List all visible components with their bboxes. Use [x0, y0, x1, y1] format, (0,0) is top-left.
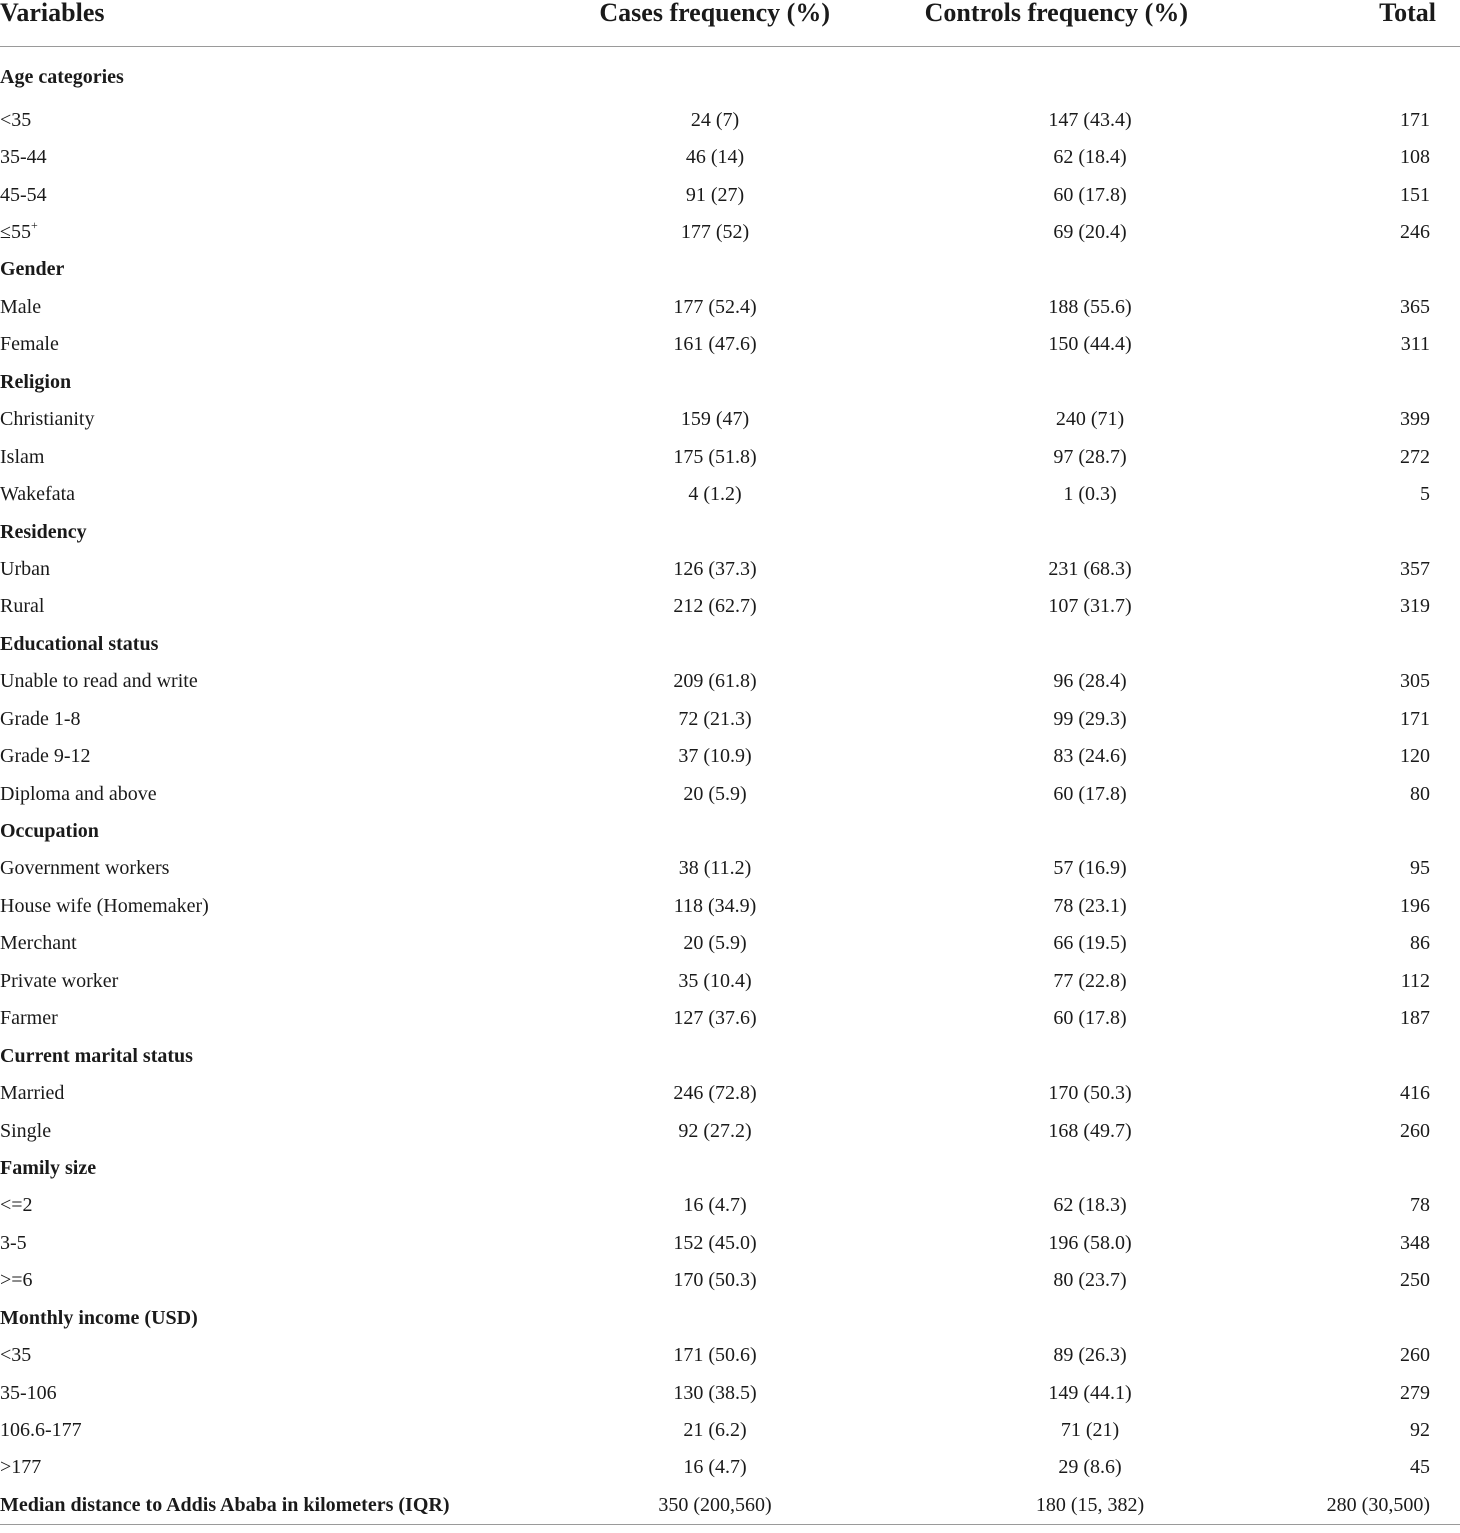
variable-label: [0, 176, 530, 213]
row-label-text: >177: [0, 1456, 42, 1479]
header-cases-frequency: Cases frequency (%): [530, 0, 900, 47]
controls-cell: 60 (17.8): [1053, 1007, 1127, 1030]
total-cell: 365: [1400, 295, 1430, 318]
controls-cell: 83 (24.6): [1053, 745, 1127, 768]
table-row: [0, 475, 1460, 512]
cases-cell: 72 (21.3): [678, 707, 752, 730]
variable-label: [0, 663, 530, 700]
table-body: [0, 47, 1460, 1525]
section-header-row: [0, 812, 1460, 849]
controls-cell: 69 (20.4): [1053, 221, 1127, 244]
row-label-text: <=2: [0, 1194, 33, 1217]
variable-label: [0, 213, 530, 250]
controls-cell: 89 (26.3): [1053, 1344, 1127, 1367]
table-row: [0, 438, 1460, 475]
controls-cell: 99 (29.3): [1053, 707, 1127, 730]
table-row: [0, 288, 1460, 325]
total-cell: [1280, 1299, 1460, 1336]
row-label-text: Private worker: [0, 969, 119, 992]
variable-label: [0, 850, 530, 887]
cases-cell: [530, 251, 900, 288]
cases-cell: [530, 363, 900, 400]
section-header-row: [0, 513, 1460, 550]
controls-cell: [900, 47, 1280, 102]
row-label-text: Male: [0, 295, 42, 318]
total-cell: 45: [1410, 1456, 1430, 1479]
controls-cell: 80 (23.7): [1053, 1269, 1127, 1292]
variable-label: [0, 475, 530, 512]
variable-label: [0, 588, 530, 625]
controls-cell: [900, 251, 1280, 288]
row-label-text: 35-44: [0, 146, 47, 169]
cases-cell: 152 (45.0): [673, 1231, 757, 1254]
total-cell: 80: [1410, 782, 1430, 805]
row-label-text: >=6: [0, 1269, 33, 1292]
cases-cell: 246 (72.8): [673, 1082, 757, 1105]
controls-cell: [900, 1037, 1280, 1074]
header-controls-frequency: Controls frequency (%): [900, 0, 1280, 47]
table-row: [0, 1112, 1460, 1149]
cases-cell: 38 (11.2): [678, 857, 752, 880]
section-label: [0, 251, 530, 288]
cases-cell: 175 (51.8): [673, 445, 757, 468]
row-label-text: Educational status: [0, 632, 159, 655]
cases-cell: 21 (6.2): [683, 1419, 747, 1442]
cases-cell: [530, 1149, 900, 1186]
cases-cell: 161 (47.6): [673, 333, 757, 356]
cases-cell: 177 (52): [680, 221, 750, 244]
controls-cell: 180 (15, 382): [900, 1486, 1280, 1524]
cases-cell: 212 (62.7): [673, 595, 757, 618]
cases-cell: 24 (7): [690, 108, 740, 131]
controls-cell: [900, 513, 1280, 550]
total-cell: [1280, 513, 1460, 550]
table-row: [0, 1187, 1460, 1224]
table-row: [0, 887, 1460, 924]
cases-cell: 159 (47): [680, 408, 750, 431]
controls-cell: 60 (17.8): [1053, 782, 1127, 805]
variable-label: [0, 138, 530, 175]
controls-cell: [900, 625, 1280, 662]
total-cell: [1280, 1037, 1460, 1074]
variable-label: [0, 1262, 530, 1299]
row-label-text: Government workers: [0, 857, 170, 880]
section-label: [0, 625, 530, 662]
table-row: [0, 962, 1460, 999]
variable-label: [0, 887, 530, 924]
table-row: [0, 1336, 1460, 1373]
variable-label: [0, 288, 530, 325]
cases-cell: 350 (200,560): [530, 1486, 900, 1524]
total-cell: 272: [1400, 445, 1430, 468]
controls-cell: 170 (50.3): [1048, 1082, 1132, 1105]
controls-cell: [900, 1299, 1280, 1336]
section-header-row: [0, 1299, 1460, 1336]
total-cell: 305: [1400, 670, 1430, 693]
section-label: [0, 812, 530, 849]
row-label-text: Wakefata: [0, 483, 75, 506]
total-cell: 95: [1410, 857, 1430, 880]
variable-label: [0, 326, 530, 363]
row-label-text: <35: [0, 1344, 32, 1367]
total-cell: [1280, 812, 1460, 849]
total-cell: 120: [1400, 745, 1430, 768]
section-label: [0, 363, 530, 400]
cases-cell: 20 (5.9): [683, 932, 747, 955]
row-label-text: Islam: [0, 445, 45, 468]
row-label-text: Residency: [0, 520, 87, 543]
row-label-text: 3-5: [0, 1231, 27, 1254]
cases-cell: 177 (52.4): [673, 295, 757, 318]
row-label-text: Married: [0, 1082, 65, 1105]
table-row: [0, 176, 1460, 213]
total-cell: 187: [1400, 1007, 1430, 1030]
controls-cell: 231 (68.3): [1048, 557, 1132, 580]
row-label-text: Farmer: [0, 1007, 58, 1030]
total-cell: 250: [1400, 1269, 1430, 1292]
variable-label: [0, 1224, 530, 1261]
controls-cell: 71 (21): [1060, 1419, 1120, 1442]
section-header-row: [0, 1149, 1460, 1186]
section-header-row: [0, 1037, 1460, 1074]
row-label-text: 45-54: [0, 183, 47, 206]
controls-cell: 196 (58.0): [1048, 1231, 1132, 1254]
total-cell: 196: [1400, 894, 1430, 917]
row-label-text: Rural: [0, 595, 45, 618]
variable-label: [0, 737, 530, 774]
cases-cell: [530, 1299, 900, 1336]
total-cell: [1280, 47, 1460, 102]
total-cell: 5: [1420, 483, 1430, 506]
cases-cell: 171 (50.6): [673, 1344, 757, 1367]
variable-label: [0, 550, 530, 587]
total-cell: 279: [1400, 1381, 1430, 1404]
total-cell: 280 (30,500): [1280, 1486, 1460, 1524]
section-label: [0, 1299, 530, 1336]
cases-cell: [530, 812, 900, 849]
variable-label: [0, 1374, 530, 1411]
row-label-superscript: +: [30, 218, 38, 233]
total-cell: [1280, 625, 1460, 662]
controls-cell: 240 (71): [1055, 408, 1125, 431]
total-cell: 78: [1410, 1194, 1430, 1217]
variable-label: [0, 775, 530, 812]
table-row: [0, 1374, 1460, 1411]
row-label-text: Merchant: [0, 932, 77, 955]
table-row: [0, 737, 1460, 774]
row-label-text: Single: [0, 1119, 52, 1142]
cases-cell: [530, 625, 900, 662]
variable-label: [0, 401, 530, 438]
cases-cell: 118 (34.9): [673, 894, 757, 917]
controls-cell: 147 (43.4): [1048, 108, 1132, 131]
controls-cell: 1 (0.3): [1063, 483, 1117, 506]
row-label-text: Family size: [0, 1156, 97, 1179]
row-label-text: ≤55: [0, 221, 31, 244]
cases-cell: 16 (4.7): [683, 1194, 747, 1217]
cases-cell: 92 (27.2): [678, 1119, 752, 1142]
table-row: [0, 1074, 1460, 1111]
cases-cell: 16 (4.7): [683, 1456, 747, 1479]
header-total: Total: [1280, 0, 1460, 47]
cases-cell: 37 (10.9): [678, 745, 752, 768]
cases-cell: 126 (37.3): [673, 557, 757, 580]
cases-cell: [530, 1037, 900, 1074]
row-label-text: Unable to read and write: [0, 670, 198, 693]
total-cell: 108: [1400, 146, 1430, 169]
total-cell: [1280, 1149, 1460, 1186]
summary-row: [0, 1486, 1460, 1524]
table-row: [0, 401, 1460, 438]
variable-label: [0, 1187, 530, 1224]
section-label: [0, 1037, 530, 1074]
cases-cell: 35 (10.4): [678, 969, 752, 992]
total-cell: 311: [1400, 333, 1430, 356]
table-row: [0, 700, 1460, 737]
total-cell: 348: [1400, 1231, 1430, 1254]
total-cell: 260: [1400, 1344, 1430, 1367]
row-label-text: Grade 9-12: [0, 745, 91, 768]
table-row: [0, 850, 1460, 887]
row-label-text: House wife (Homemaker): [0, 894, 209, 917]
variable-label: [0, 1336, 530, 1373]
row-label-text: Gender: [0, 258, 65, 281]
variable-label: [0, 1486, 530, 1524]
row-label-text: <35: [0, 108, 32, 131]
controls-cell: [900, 363, 1280, 400]
row-label-text: Grade 1-8: [0, 707, 81, 730]
table-row: [0, 101, 1460, 138]
total-cell: 171: [1400, 707, 1430, 730]
total-cell: 399: [1400, 408, 1430, 431]
row-label-text: Religion: [0, 370, 72, 393]
header-row: [0, 0, 1460, 47]
table-row: [0, 1224, 1460, 1261]
total-cell: 357: [1400, 557, 1430, 580]
total-cell: 112: [1400, 969, 1430, 992]
controls-cell: 29 (8.6): [1058, 1456, 1122, 1479]
controls-cell: 77 (22.8): [1053, 969, 1127, 992]
controls-cell: 150 (44.4): [1048, 333, 1132, 356]
controls-cell: 60 (17.8): [1053, 183, 1127, 206]
variable-label: [0, 438, 530, 475]
controls-cell: 96 (28.4): [1053, 670, 1127, 693]
header-variables: Variables: [0, 0, 530, 47]
total-cell: 416: [1400, 1082, 1430, 1105]
controls-cell: 62 (18.3): [1053, 1194, 1127, 1217]
controls-cell: [900, 1149, 1280, 1186]
row-label-text: Christianity: [0, 408, 95, 431]
variable-label: [0, 962, 530, 999]
row-label-text: Diploma and above: [0, 782, 157, 805]
variable-label: [0, 925, 530, 962]
total-cell: 92: [1410, 1419, 1430, 1442]
section-header-row: [0, 363, 1460, 400]
controls-cell: 57 (16.9): [1053, 857, 1127, 880]
controls-cell: [900, 812, 1280, 849]
table-row: [0, 775, 1460, 812]
variable-label: [0, 101, 530, 138]
table-row: [0, 663, 1460, 700]
section-header-row: [0, 251, 1460, 288]
row-label-text: Occupation: [0, 820, 99, 843]
section-label: [0, 1149, 530, 1186]
cases-cell: 46 (14): [685, 146, 745, 169]
table-row: [0, 925, 1460, 962]
row-label-text: Monthly income (USD): [0, 1306, 198, 1329]
table-row: [0, 1262, 1460, 1299]
table-row: [0, 550, 1460, 587]
total-cell: 260: [1400, 1119, 1430, 1142]
total-cell: 319: [1400, 595, 1430, 618]
controls-cell: 107 (31.7): [1048, 595, 1132, 618]
total-cell: 171: [1400, 108, 1430, 131]
row-label-text: Age categories: [0, 66, 124, 88]
total-cell: 151: [1400, 183, 1430, 206]
controls-cell: 149 (44.1): [1048, 1381, 1132, 1404]
variable-label: [0, 1449, 530, 1486]
variable-label: [0, 700, 530, 737]
table-row: [0, 213, 1460, 250]
controls-cell: 188 (55.6): [1048, 295, 1132, 318]
controls-cell: 78 (23.1): [1053, 894, 1127, 917]
table-row: [0, 326, 1460, 363]
cases-cell: 130 (38.5): [673, 1381, 757, 1404]
controls-cell: 97 (28.7): [1053, 445, 1127, 468]
total-cell: 246: [1400, 221, 1430, 244]
cases-cell: 91 (27): [685, 183, 745, 206]
table-row: [0, 1000, 1460, 1037]
cases-cell: 4 (1.2): [688, 483, 742, 506]
table-row: [0, 1411, 1460, 1448]
section-label: [0, 513, 530, 550]
table-row: [0, 138, 1460, 175]
total-cell: [1280, 251, 1460, 288]
total-cell: [1280, 363, 1460, 400]
variable-label: [0, 1074, 530, 1111]
table-row: [0, 588, 1460, 625]
table-header: [0, 0, 1460, 47]
cases-cell: 127 (37.6): [673, 1007, 757, 1030]
variable-label: [0, 1112, 530, 1149]
row-label-text: Urban: [0, 557, 50, 580]
row-label-text: Median distance to Addis Ababa in kilometers (IQR): [0, 1493, 450, 1516]
row-label-text: Female: [0, 333, 59, 356]
controls-cell: 62 (18.4): [1053, 146, 1127, 169]
row-label-text: 35-106: [0, 1381, 57, 1404]
variable-label: [0, 1411, 530, 1448]
row-label-text: Current marital status: [0, 1044, 193, 1067]
variable-label: [0, 1000, 530, 1037]
section-label: [0, 47, 530, 102]
section-header-row: [0, 47, 1460, 102]
cases-cell: [530, 47, 900, 102]
cases-cell: [530, 513, 900, 550]
cases-cell: 20 (5.9): [683, 782, 747, 805]
cases-cell: 209 (61.8): [673, 670, 757, 693]
section-header-row: [0, 625, 1460, 662]
cases-cell: 170 (50.3): [673, 1269, 757, 1292]
controls-cell: 66 (19.5): [1053, 932, 1127, 955]
row-label-text: 106.6-177: [0, 1419, 82, 1442]
table-row: [0, 1449, 1460, 1486]
controls-cell: 168 (49.7): [1048, 1119, 1132, 1142]
total-cell: 86: [1410, 932, 1430, 955]
